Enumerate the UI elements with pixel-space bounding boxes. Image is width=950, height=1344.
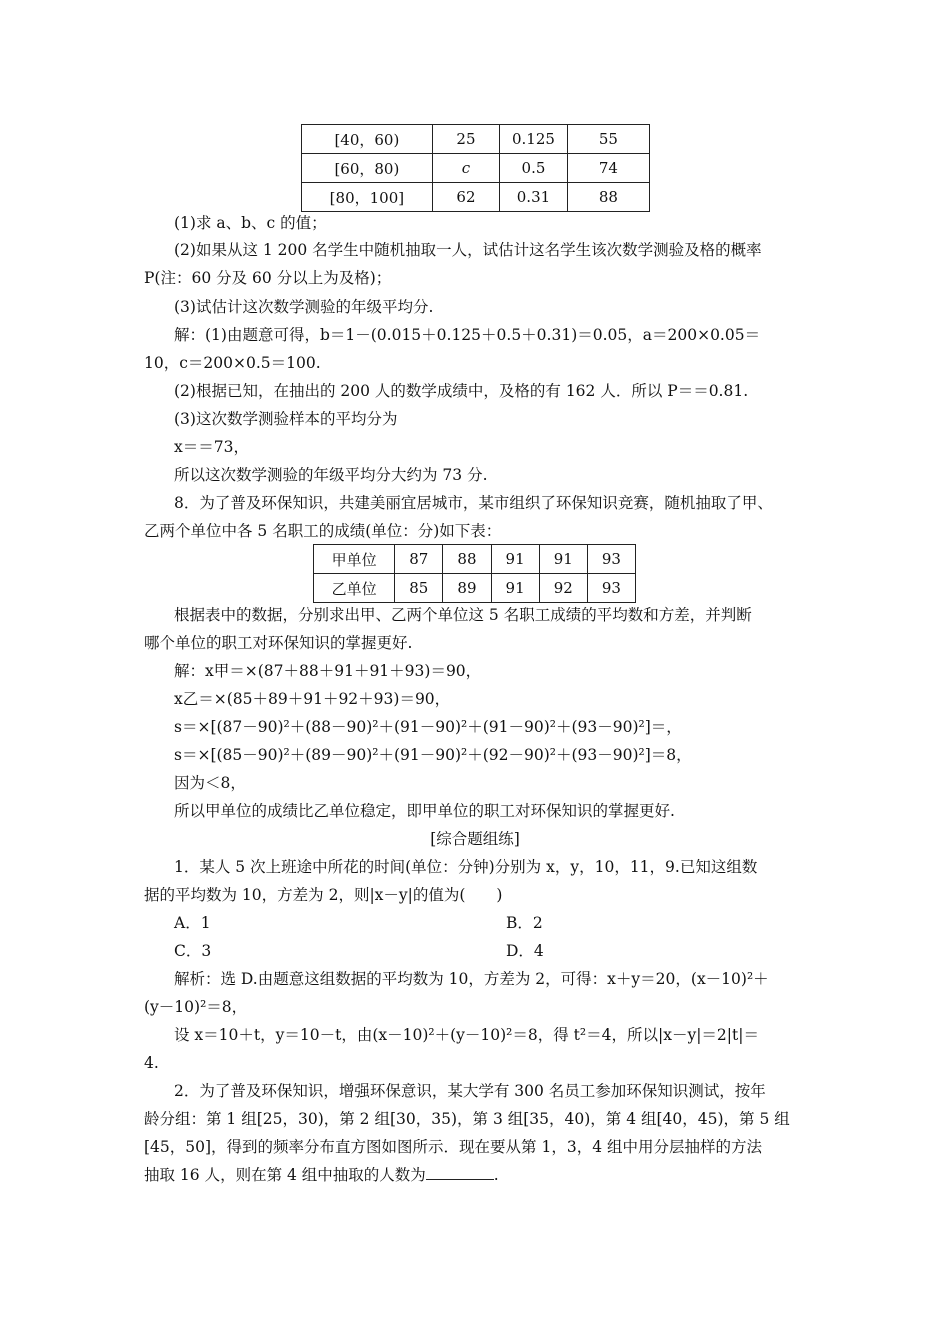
q8-solution-line3: s＝×[(87－90)²＋(88－90)²＋(91－90)²＋(91－90)²＋(93－90)²]＝， <box>174 718 682 736</box>
c1-option-d: D．4 <box>506 942 544 960</box>
c2-line4-end: . <box>493 1166 499 1184</box>
c1-option-b: B．2 <box>506 914 543 932</box>
table-cell: 92 <box>539 574 587 603</box>
q7-solution-line6: 所以这次数学测验的年级平均分大约为 73 分. <box>174 466 488 484</box>
q7-solution-line5: x＝＝73， <box>174 438 249 456</box>
table-cell: 88 <box>443 545 491 574</box>
table-cell: 74 <box>567 154 649 183</box>
section-title: [综合题组练] <box>430 830 520 848</box>
table-cell: [40，60) <box>302 125 433 154</box>
q8-ask-line1: 根据表中的数据，分别求出甲、乙两个单位这 5 名职工成绩的平均数和方差，并判断 <box>174 606 752 624</box>
c1-stem-line1: 1．某人 5 次上班途中所花的时间(单位：分钟)分别为 x，y，10，11，9.已知这组数 <box>174 858 758 876</box>
c1-solution-line4: 4. <box>144 1054 159 1072</box>
table-cell: 0.31 <box>500 183 568 212</box>
c1-solution-line3: 设 x＝10＋t，y＝10－t，由(x－10)²＋(y－10)²＝8，得 t²＝4，所以|x－y|＝2|t|＝ <box>174 1026 759 1044</box>
table-cell: c <box>432 154 499 183</box>
c1-option-a: A．1 <box>174 914 211 932</box>
q8-solution-line1: 解：x甲＝×(87＋88＋91＋91＋93)＝90， <box>174 662 482 680</box>
table-cell: [80，100] <box>302 183 433 212</box>
c1-solution-line1: 解析：选 D.由题意这组数据的平均数为 10，方差为 2，可得：x＋y＝20，(x－10)²＋ <box>174 970 769 988</box>
table-cell: 乙单位 <box>314 574 395 603</box>
table-cell: 25 <box>432 125 499 154</box>
c1-option-c: C．3 <box>174 942 212 960</box>
c2-line3: [45，50]，得到的频率分布直方图如图所示．现在要从第 1，3，4 组中用分层抽样的方法 <box>144 1138 762 1156</box>
table-cell: 91 <box>491 574 539 603</box>
table-row <box>302 125 650 154</box>
q7-solution-line1: 解：(1)由题意可得，b＝1－(0.015＋0.125＋0.5＋0.31)＝0.05，a＝200×0.05＝ <box>174 326 761 344</box>
table-cell: [60，80) <box>302 154 433 183</box>
c2-line4-text: 抽取 16 人，则在第 4 组中抽取的人数为 <box>144 1166 426 1184</box>
scores-table <box>313 544 636 603</box>
table-cell: 91 <box>539 545 587 574</box>
table-row <box>314 545 636 574</box>
q7-part2-line1: (2)如果从这 1 200 名学生中随机抽取一人，试估计这名学生该次数学测验及格的概率 <box>174 241 762 259</box>
c1-solution-line2: (y－10)²＝8， <box>144 998 248 1016</box>
q7-solution-line4: (3)这次数学测验样本的平均分为 <box>174 410 398 428</box>
q8-stem-line2: 乙两个单位中各 5 名职工的成绩(单位：分)如下表： <box>144 522 502 540</box>
table-cell: 91 <box>491 545 539 574</box>
q7-part2-line2: P(注：60 分及 60 分以上为及格)； <box>144 269 392 287</box>
c1-stem-line2: 据的平均数为 10，方差为 2，则|x－y|的值为( ) <box>144 886 503 904</box>
q8-solution-line4: s＝×[(85－90)²＋(89－90)²＋(91－90)²＋(92－90)²＋(93－90)²]＝8， <box>174 746 692 764</box>
table-cell: 0.125 <box>500 125 568 154</box>
q8-solution-line6: 所以甲单位的成绩比乙单位稳定，即甲单位的职工对环保知识的掌握更好. <box>174 802 675 820</box>
c2-line2: 龄分组：第 1 组[25，30)，第 2 组[30，35)，第 3 组[35，40)，第 4 组[40，45)，第 5 组 <box>144 1110 790 1128</box>
q8-stem-line1: 8．为了普及环保知识，共建美丽宜居城市，某市组织了环保知识竞赛，随机抽取了甲、 <box>174 494 773 512</box>
q7-part1: (1)求 a、b、c 的值； <box>174 214 327 232</box>
table-cell: 0.5 <box>500 154 568 183</box>
table-row <box>314 574 636 603</box>
q8-solution-line5: 因为＜8， <box>174 774 246 792</box>
table-cell: 87 <box>395 545 443 574</box>
table-cell: 93 <box>587 574 635 603</box>
answer-blank <box>426 1165 494 1180</box>
q7-part3: (3)试估计这次数学测验的年级平均分. <box>174 298 434 316</box>
table-cell: 甲单位 <box>314 545 395 574</box>
q7-solution-line3: (2)根据已知，在抽出的 200 人的数学成绩中，及格的有 162 人．所以 P＝＝0.81. <box>174 382 749 400</box>
table-cell: 89 <box>443 574 491 603</box>
table-cell: 62 <box>432 183 499 212</box>
q8-solution-line2: x乙＝×(85＋89＋91＋92＋93)＝90， <box>174 690 451 708</box>
table-cell: 85 <box>395 574 443 603</box>
q8-ask-line2: 哪个单位的职工对环保知识的掌握更好. <box>144 634 413 652</box>
c2-line1: 2．为了普及环保知识，增强环保意识，某大学有 300 名员工参加环保知识测试，按年 <box>174 1082 766 1100</box>
table-cell: 93 <box>587 545 635 574</box>
table-row <box>302 183 650 212</box>
q7-solution-line2: 10，c＝200×0.5＝100. <box>144 354 321 372</box>
c2-line4 <box>144 1165 499 1185</box>
table-cell: 88 <box>567 183 649 212</box>
table-row <box>302 154 650 183</box>
table-cell: 55 <box>567 125 649 154</box>
frequency-table <box>301 124 650 212</box>
